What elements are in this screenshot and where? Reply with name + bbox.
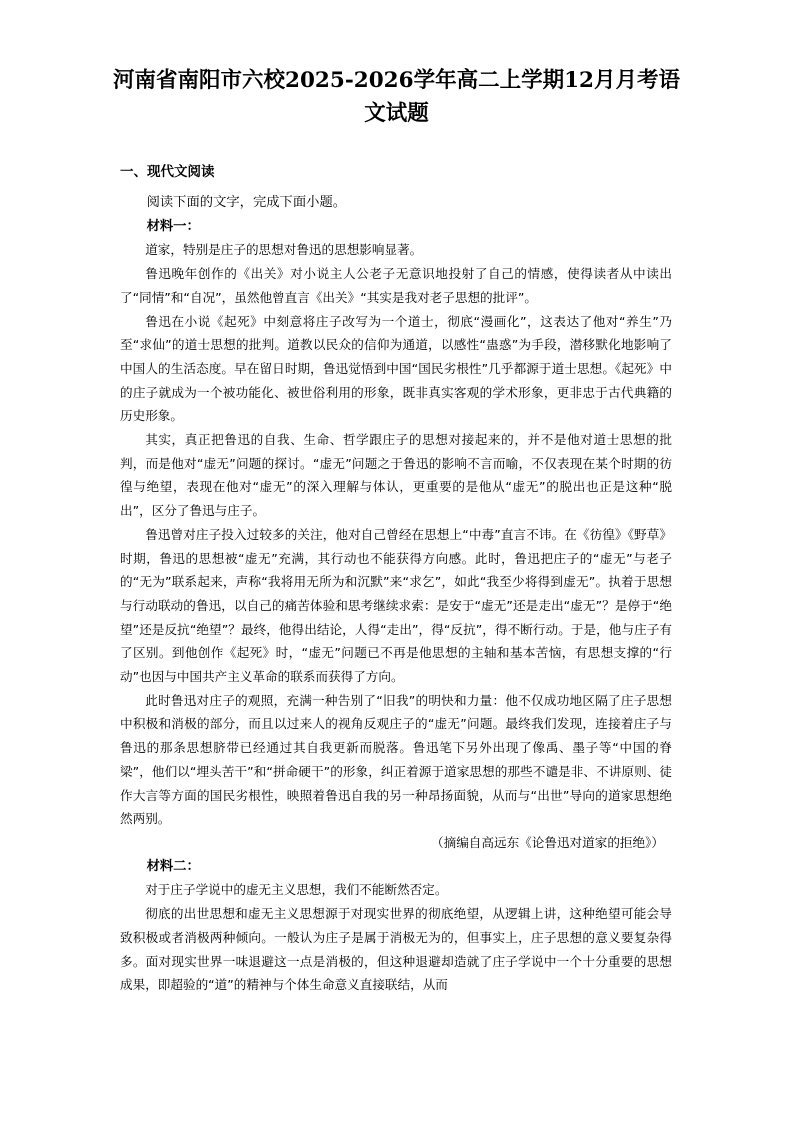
section-heading: 一、现代文阅读 [120,164,215,180]
page-title: 河南省南阳市六校2025-2026学年高二上学期12月月考语文试题 [112,68,681,126]
paragraph: 其实，真正把鲁迅的自我、生命、哲学跟庄子的思想对接起来的，并不是他对道士思想的批判，而是他对“虚无”问题的探讨。“虚无”问题之于鲁迅的影响不言而喻，不仅表现在某个时期的彷徨与绝望，表现在他对“虚无”的深入理解与体认，更重要的是他从“虚无”的脱出也正是这种“脱出”，区分了鲁迅与庄子。 [120,432,672,519]
paragraph: 道家，特别是庄子的思想对鲁迅的思想影响显著。 [145,242,423,258]
paragraph: 鲁迅曾对庄子投入过较多的关注，他对自己曾经在思想上“中毒”直言不讳。在《彷徨》《野草》时期，鲁迅的思想被“虚无”充满，其行动也不能获得方向感。此时，鲁迅把庄子的“虚无”与老子的“无为”联系起来，声称“我将用无所为和沉默”来“求乞”，如此“我至少将得到虚无”。执着于思想与行动联动的鲁迅，以自己的痛苦体验和思考继续求索：是安于“虚无”还是走出“虚无”？是停于“绝望”还是反抗“绝望”？最终，他得出结论，人得“走出”，得“反抗”，得不断行动。于是，他与庄子有了区别。到他创作《起死》时，“虚无”问题已不再是他思想的主轴和基本苦恼，有思想支撑的“行动”也因与中国共产主义革命的联系而获得了方向。 [120,526,672,685]
instruction-text: 阅读下面的文字，完成下面小题。 [146,195,347,210]
document-body [120,191,672,997]
paragraph: 对于庄子学说中的虚无主义思想，我们不能断然否定。 [145,882,448,898]
paragraph: 鲁迅在小说《起死》中刻意将庄子改写为一个道士，彻底“漫画化”，这表达了他对“养生”乃至“求仙”的道士思想的批判。道教以民众的信仰为通道，以感性“蛊惑”为手段，潜移默化地影响了中国人的生活态度。早在留日时期，鲁迅觉悟到中国“国民劣根性”几乎都源于道士思想。《起死》中的庄子就成为一个被功能化、被世俗利用的形象，既非真实客观的学术形象，更非忠于古代典籍的历史形象。 [120,313,672,424]
paragraph: 彻底的出世思想和虚无主义思想源于对现实世界的彻底绝望，从逻辑上讲，这种绝望可能会导致积极或者消极两种倾向。一般认为庄子是属于消极无为的，但事实上，庄子思想的意义要复杂得多。面对现实世界一味退避这一点是消极的，但这种退避却造就了庄子学说中一个十分重要的思想成果，即超验的“道”的精神与个体生命意义直接联结，从而 [120,906,672,993]
material-label: 材料一： [146,218,200,234]
paragraph: 鲁迅晚年创作的《出关》对小说主人公老子无意识地投射了自己的情感，使得读者从中读出了“同情”和“自况”，虽然他曾直言《出关》“其实是我对老子思想的批评”。 [120,266,672,305]
source-citation: （摘编自高远东《论鲁迅对道家的拒绝》） [431,834,664,850]
paragraph: 此时鲁迅对庄子的观照，充满一种告别了“旧我”的明快和力量：他不仅成功地区隔了庄子思想中积极和消极的部分，而且以过来人的视角反观庄子的“虚无”问题。最终我们发现，连接着庄子与鲁迅的那条思想脐带已经通过其自我更新而脱落。鲁迅笔下另外出现了像禹、墨子等“中国的脊梁”，他们以“埋头苦干”和“拼命硬干”的形象，纠正着源于道家思想的那些不谴是非、不讲原则、徒作大言等方面的国民劣根性，映照着鲁迅自我的另一种昂扬面貌，从而与“出世”导向的道家思想绝然两别。 [120,692,672,827]
material-label: 材料二： [146,858,200,874]
